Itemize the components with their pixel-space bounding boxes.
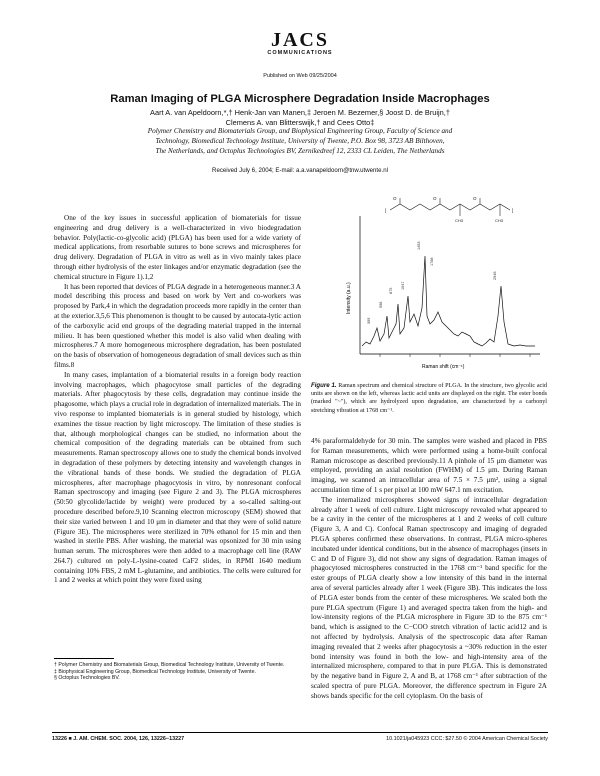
svg-text:CH3: CH3 <box>495 218 504 223</box>
paragraph: It has been reported that devices of PLGA degrade in a heterogeneous manner.3 A model describing this process and based on work by Vert and co-workers was proposed by Park,4 in which the degradation proceeds more rapidly in the center than at the exterior.3,5,6 This phenomenon is thought to be caused by autocata-lytic action of the carboxylic acid end groups of the degrading material trapped in the internal milieu. It has been questioned whether this model is also valid when dealing with microspheres.7 A more homogeneous microsphere degradation, has been postulated on the basis of observation of homogeneous degradation of small devices such as thin films.8 <box>54 282 301 369</box>
page-footer <box>52 732 548 745</box>
svg-text:O: O <box>393 196 397 201</box>
figure-caption-text: Raman spectrum and chemical structure of PLGA. In the structure, two glycolic acid units are shown on the left, whereas lactic acid units are displayed on the right. The ester bonds (marked "~"), which are hydrolyzed upon degradation, are characterized by a carbonyl stretching vibration at 1768 cm⁻¹. <box>311 383 547 414</box>
author-line-1: Aart A. van Apeldoorn,*,† Henk-Jan van Manen,‡ Jeroen M. Bezemer,§ Joost D. de Bruijn,† <box>150 108 450 117</box>
y-axis-label: Intensity (a.u.) <box>346 282 352 314</box>
affiliation-line-2: Technology, Biomedical Technology Institute, University of Twente, P.O. Box 98, 3723 AB Bilthoven, <box>155 136 445 145</box>
footer-doi: 10.1021/ja045923 CCC: $27.50 © 2004 American Chemical Society <box>386 736 548 742</box>
author-line-2: Clemens A. van Blitterswijk,† and Cees Otto‡ <box>225 117 375 127</box>
footnote: ‡ Biophysical Engineering Group, Biomedical Technology Institute, University of Twente. <box>54 668 256 675</box>
figure-caption <box>311 382 547 415</box>
article-title: Raman Imaging of PLGA Microsphere Degradation Inside Macrophages <box>110 93 490 105</box>
affiliation-line-1: Polymer Chemistry and Biomaterials Group, and Biophysical Engineering Group, Faculty of Science and <box>147 127 453 135</box>
affiliations <box>70 127 530 156</box>
paragraph: One of the key issues in successful application of biomaterials for tissue engineering and drug delivery is a well-characterized in vivo biodegradation behavior. Poly(lactic-co-glycolic acid) (PLGA) has been used for a wide variety of medical applications, from resorbable sutures to bone screws and microspheres for drug delivery. Degradation of PLGA in vitro as well as in vivo mainly takes place through either hydrolysis of the ester linkages and/or enzymatic degradation (see the chemical structure in Figure 1).1,2 <box>54 214 301 281</box>
raman-spectrum-plot <box>330 196 550 374</box>
svg-text:O: O <box>433 196 437 201</box>
right-column <box>311 437 547 702</box>
svg-text:O: O <box>473 196 477 201</box>
journal-logo-subtitle: COMMUNICATIONS <box>267 50 333 56</box>
footnote-divider <box>54 658 114 659</box>
svg-text:1768: 1768 <box>430 257 434 266</box>
svg-text:399: 399 <box>367 317 371 324</box>
left-column <box>54 214 301 586</box>
affiliation-line-3: The Netherlands, and Octoplus Technologies BV, Zernikedreef 12, 2333 CL Leiden, The Netherlands <box>155 146 445 155</box>
svg-text:598: 598 <box>379 301 383 308</box>
figure-caption-label: Figure 1. <box>311 382 337 389</box>
paragraph: 4% paraformaldehyde for 30 min. The samples were washed and placed in PBS for Raman measurements, which were performed using a home-built confocal Raman microscope as described previously.11 A pinhole of 15 μm diameter was employed, providing an axial resolution (FWHM) of 1.5 μm. During Raman imaging, we scanned an intracellular area of 7.5 × 7.5 μm², using a signal accumulation time of 1 s per pixel at 100 mW 647.1 nm excitation. <box>311 437 547 494</box>
published-date: Published on Web 09/25/2004 <box>263 73 337 79</box>
svg-text:875: 875 <box>389 287 393 294</box>
footer-citation: 13226 ■ J. AM. CHEM. SOC. 2004, 126, 13226−13227 <box>52 736 185 742</box>
chemical-structure <box>385 196 513 223</box>
figure-1 <box>330 196 550 374</box>
svg-text:CH3: CH3 <box>455 218 464 223</box>
footnote: § Octoplus Technologies BV. <box>54 675 120 682</box>
x-axis-label: Raman shift (cm⁻¹) <box>422 364 465 370</box>
svg-text:2946: 2946 <box>493 271 497 280</box>
footnotes <box>54 662 301 682</box>
svg-text:[: [ <box>385 208 387 213</box>
spectrum-line <box>362 256 535 346</box>
svg-text:1047: 1047 <box>401 281 405 290</box>
journal-logo-text: JACS <box>270 29 329 51</box>
received-email: Received July 6, 2004; E-mail: a.a.vanapeldoorn@tnw.utwente.nl <box>212 167 388 174</box>
paragraph: The internalized microspheres showed signs of intracellular degradation already after 1 week of cell culture. Light microscopy revealed what appeared to be a cavity in the center of the microspheres at 1 and 2 weeks of cell culture (Figure 3, A and C). Confocal Raman spectroscopy and imaging of degraded PLGA spheres confirmed these observations. In contrast, PLGA micro-spheres incubated under identical conditions, but in the absence of macrophages (insets in C and D of Figure 3), did not show any signs of degradation. Raman images of phagocytosed microspheres constructed in the 1768 cm⁻¹ band specific for the ester groups of PLGA clearly show a low intensity of this band in the internal area of several particles already after 1 week (Figure 3B). This indicates the loss of PLGA ester bonds from the center of these microspheres. We scaled both the pure PLGA spectrum (Figure 1) and averaged spectra taken from the high- and low-intensity regions of the PLGA microsphere in Figure 3D to the 875 cm⁻¹ band, which is assigned to the C−COO stretch vibration of lactic acid12 and is not affected by hydrolysis. Analysis of the spectroscopic data after Raman imaging revealed that 2 weeks after phagocytosis a ~30% reduction in the ester bond intensity was found in both the low- and high-intensity area of the internalized microsphere, compared to that in pure PLGA. This is demonstrated by the negative band in Figure 2, A and B, at 1768 cm⁻¹ after subtraction of the scaled spectra of pure PLGA. Moreover, the difference spectrum in Figure 2A shows bands specific for the cell cytoplasm. On the basis of <box>311 495 547 700</box>
svg-text:]: ] <box>512 208 514 213</box>
paragraph: In many cases, implantation of a biomaterial results in a foreign body reaction involving macrophages, which phagocytose small particles of the degrading materials. After phagocytosis by these cells, degradation may continue inside the phagosome, which plays a crucial role in degradation of internalized materials. The in vivo response to implanted biomaterials is in general studied by histology, which examines the tissue reaction by light microscopy. The limitation of these studies is that, although morphological changes can be studied, no information about the chemical composition of the degrading materials can be obtained from such measurements. Raman spectroscopy allows one to study the chemical bonds involved in degradation of these polymers by detecting intensity and wavelength changes in the vibrational bands of these bonds. We studied the degradation of PLGA microspheres, after macrophage phagocytosis in vitro, by nonresonant confocal Raman spectroscopy and imaging (see Figure 2 and 3). The PLGA microspheres (50:50 glycolide/lactide by weight) were produced by a so-called salting-out procedure described before.9,10 Scanning electron microscopy (SEM) showed that their size varied between 1 and 10 μm in diameter and that they were of solid nature (Figure 3E). The microspheres were sterilized in 70% ethanol for 15 min and then washed in sterile PBS. After washing, the material was opsonized for 30 min using human serum. The microspheres were then added to a macrophage cell line (RAW 264.7) cultured on poly-L-lysine-coated CaF2 slides, in RPMI 1640 medium containing 10% FBS, 2 mM L-glutamine, and antibiotics. The cells were cultured for 1 and 2 weeks at which point they were fixed using <box>54 370 301 585</box>
author-list <box>70 108 530 128</box>
footnote: † Polymer Chemistry and Biomaterials Group, Biomedical Technology Institute, University of Twente. <box>54 662 285 668</box>
journal-logo <box>0 30 600 56</box>
svg-text:1453: 1453 <box>417 241 421 250</box>
